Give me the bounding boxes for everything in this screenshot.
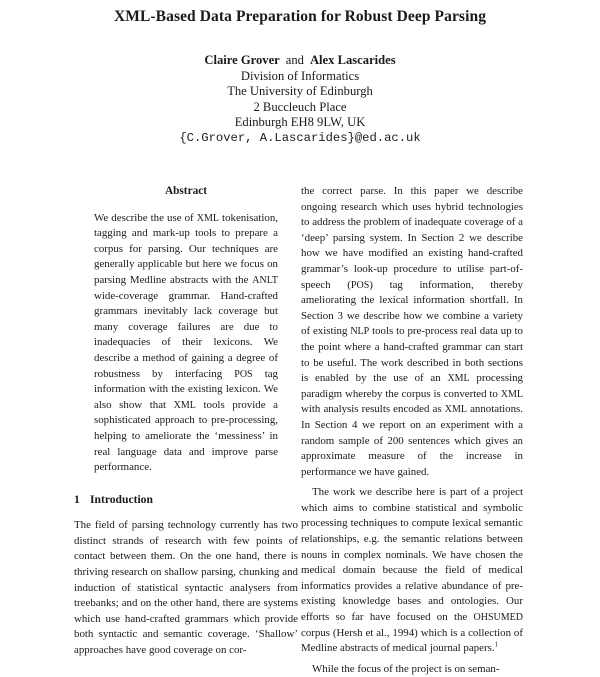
footnote-marker: 1 xyxy=(494,640,499,649)
abstract-heading: Abstract xyxy=(164,185,208,197)
body-paragraph: The work we describe here is part of a project which aims to combine statistical and symbolic processing techniques to compute lexical semantic relationships, e.g. the semantic relations between nouns in complex nominals. We have chosen the medical domain because the field of medical informatics provides a relative abundance of pre-existing knowledge bases and ontologies. Our efforts so far have focused on the OHSUMED corpus (Hersh et al., 1994) which is a collection of Medline abstracts of medical journal papers.$^1$ xyxy=(301,486,523,655)
abstract-text: We describe the use of XML tokenisation, tagging and mark-up tools to prepare a corpus for parsing. Our techniques are generally applicable but here we focus on parsing Medline abstracts with the ANLT wide-coverage grammar. Hand-crafted grammars inevitably lack coverage but many coverage failures are due to inadequacies of their lexicons. We describe a method of gaining a degree of robustness by interfacing POS tag information with the existing lexicon. We also show that XML tools provide a sophisticated approach to pre-processing, helping to ameliorate the ‘messiness’ in real language data and improve parse performance. xyxy=(94,211,279,474)
author-block xyxy=(0,53,600,146)
author-conjunction: and xyxy=(285,53,304,67)
paper-title: XML-Based Data Preparation for Robust Deep Parsing xyxy=(113,8,487,25)
section-number: 1 xyxy=(74,492,80,506)
author-2: Alex Lascarides xyxy=(309,53,396,67)
introduction-paragraph: The field of parsing technology currently has two distinct strands of research with few points of contact between them. On the one hand, there is thriving research on shallow parsing, chunking and induction of statistical syntactic analysers from treebanks; and on the other hand, there are systems which use hand-crafted grammars which provide both syntactic and semantic coverage. ‘Shallow’ approaches have good coverage on cor- xyxy=(74,519,298,657)
author-1: Claire Grover xyxy=(204,53,280,67)
body-paragraph: the correct parse. In this paper we describe ongoing research which uses hybrid technologies to address the problem of inadequate coverage of a ‘deep’ parsing system. In Section 2 we describe how we have modified an existing hand-crafted grammar’s look-up procedure to utilise part-of-speech (POS) tag information, thereby ameliorating the lexical information shortfall. In Section 3 we describe how we combine a variety of existing NLP tools to pre-process real data up to the point where a hand-crafted grammar can start to be useful. The work described in both sections is enabled by the use of an XML processing paradigm whereby the corpus is converted to XML with analysis results encoded as XML annotations. In Section 4 we report on an experiment with a random sample of 200 sentences which gives an approximate measure of the increase in performance we have gained. xyxy=(301,185,523,478)
affiliation-line: The University of Edinburgh xyxy=(227,84,373,98)
affiliation-line: Edinburgh EH8 9LW, UK xyxy=(234,115,366,129)
body-paragraph: While the focus of the project is on seman- xyxy=(312,662,500,675)
abstract xyxy=(94,184,278,476)
left-column xyxy=(74,184,298,659)
author-names xyxy=(0,53,600,69)
author-email: {C.Grover, A.Lascarides}@ed.ac.uk xyxy=(179,130,421,145)
affiliation-line: Division of Informatics xyxy=(240,68,360,83)
section-heading-introduction xyxy=(74,492,298,508)
affiliation-line: 2 Buccleuch Place xyxy=(253,99,347,114)
right-column xyxy=(301,184,523,677)
section-title: Introduction xyxy=(90,492,153,506)
